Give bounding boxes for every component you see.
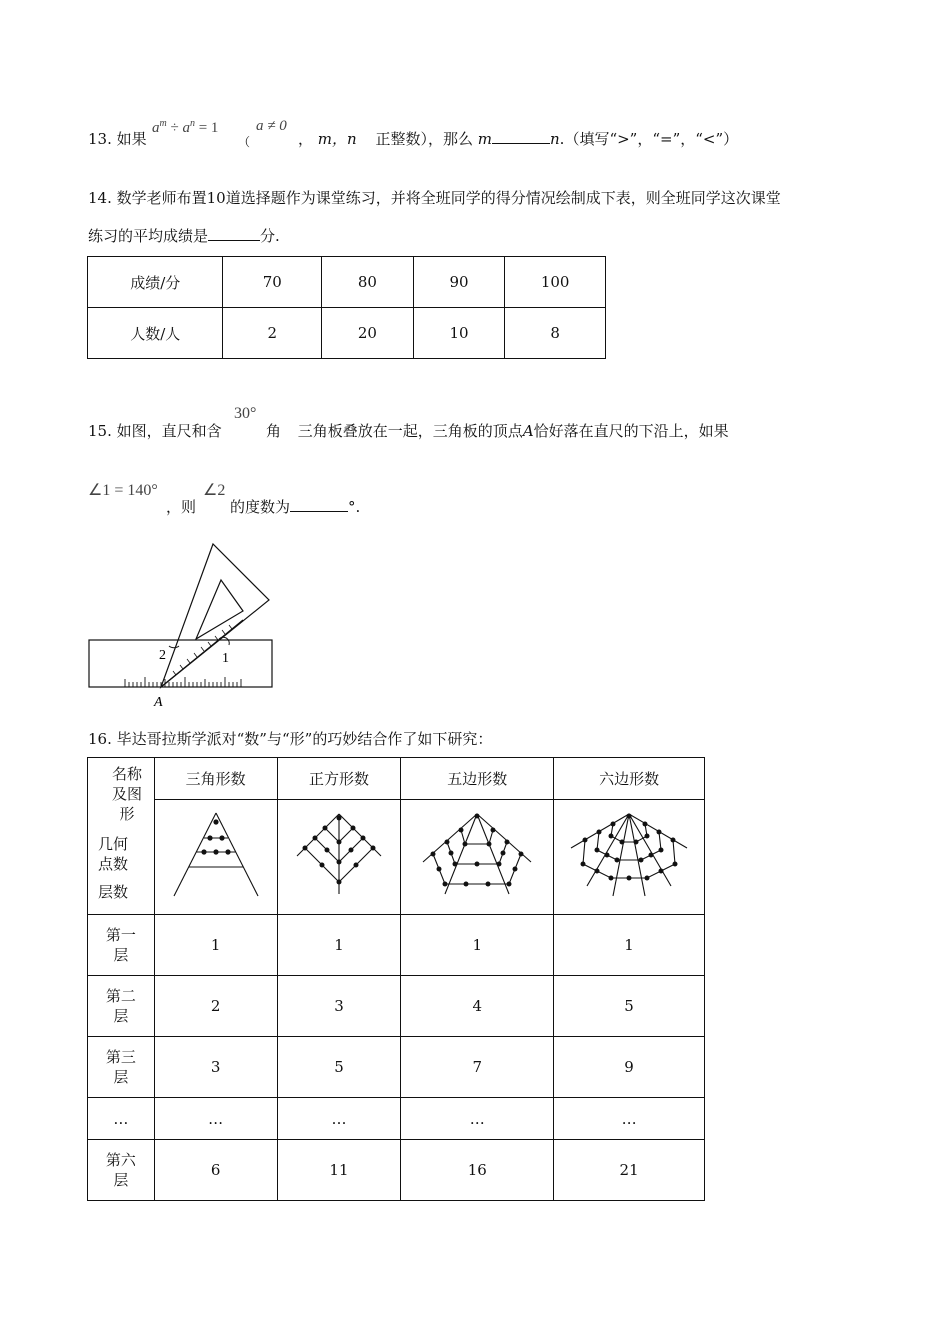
q16-figure-square: [277, 800, 401, 915]
q16-number: 16.: [88, 730, 112, 748]
table-row: [88, 308, 606, 359]
q16-cell: 3: [277, 976, 401, 1037]
q14-count-cell: 20: [322, 308, 414, 359]
q15-number: 15.: [88, 422, 112, 440]
table-row: [88, 976, 705, 1037]
q15-line2b: 的度数为 °.: [230, 498, 361, 516]
q14-score-cell: 80: [322, 257, 414, 308]
q14-line1: 14. 数学老师布置10道选择题作为课堂练习，并将全班同学的得分情况绘制成下表，则全班同学这次课堂: [88, 189, 781, 207]
ruler-ticks: [125, 677, 241, 687]
triangle-ticks: [173, 625, 232, 675]
q16-row-label: 第三 层: [88, 1037, 155, 1098]
label-2: 2: [159, 648, 166, 663]
ruler: [89, 640, 272, 687]
q16-cell: 16: [401, 1140, 554, 1201]
q15-angle2-expr: ∠2: [203, 482, 226, 499]
q15-answer-blank[interactable]: [290, 497, 348, 512]
q16-cell: 3: [154, 1037, 277, 1098]
label-1: 1: [222, 651, 229, 666]
q16-line: 16. 毕达哥拉斯学派对“数”与“形”的巧妙结合作了如下研究：: [88, 730, 493, 748]
q16-cell: 1: [154, 915, 277, 976]
q16-cell: 6: [154, 1140, 277, 1201]
q13-expression: $a^m \div a^n = 1$: [152, 118, 219, 136]
q14-answer-blank[interactable]: [208, 226, 260, 241]
q14-score-cell: 70: [223, 257, 322, 308]
q14-count-cell: 10: [413, 308, 505, 359]
q16-figure-pentagon: [401, 800, 554, 915]
pentagon-number-figure: [417, 808, 537, 903]
hexagon-number-figure: [567, 808, 691, 903]
q15-line1b: 角 三角板叠放在一起，三角板的顶点A恰好落在直尺的下沿上，如果: [266, 422, 729, 440]
q16-cell: 1: [554, 915, 705, 976]
q14-header-cell: 成绩/分: [88, 257, 223, 308]
q16-row-label: 第一 层: [88, 915, 155, 976]
q16-corner-top: 名称 及图 形: [112, 765, 143, 823]
q16-cell: 21: [554, 1140, 705, 1201]
q14-score-cell: 100: [505, 257, 606, 308]
q16-cell: 2: [154, 976, 277, 1037]
q13-lead: 如果: [116, 130, 147, 148]
q14-rowlabel-cell: 人数/人: [88, 308, 223, 359]
q16-table: [87, 757, 705, 1201]
q15-angle1-expr: ∠1 = 140°: [88, 482, 158, 499]
q16-row-label: 第六 层: [88, 1140, 155, 1201]
q16-row-label: …: [88, 1098, 155, 1140]
q16-row-label: 第二 层: [88, 976, 155, 1037]
q16-cell: 9: [554, 1037, 705, 1098]
q16-corner-bot: 层数: [98, 883, 129, 901]
q16-corner-cell: [88, 758, 155, 915]
q13-condition: a ≠ 0: [256, 118, 287, 134]
q14-number: 14.: [88, 189, 112, 207]
q16-col-header: 三角形数: [154, 758, 277, 800]
q16-cell: …: [154, 1098, 277, 1140]
table-row: [88, 257, 606, 308]
table-row: [88, 1098, 705, 1140]
table-row: [88, 1140, 705, 1201]
q15-angle30: 30°: [234, 405, 257, 422]
q16-figure-triangle: [154, 800, 277, 915]
q16-col-header: 六边形数: [554, 758, 705, 800]
q16-cell: 1: [277, 915, 401, 976]
q13-answer-blank[interactable]: [492, 129, 550, 144]
q13-paren: （: [238, 135, 251, 149]
q13-number: 13.: [88, 130, 112, 148]
q13-rest: ， m，n 正整数），那么 m n.（填写“>”，“=”，“<”）: [298, 130, 739, 148]
q13-line: [88, 128, 147, 154]
q16-cell: 4: [401, 976, 554, 1037]
q16-cell: …: [554, 1098, 705, 1140]
q14-line2: 练习的平均成绩是 分.: [88, 227, 280, 245]
q16-corner-mid: 几何 点数: [98, 835, 129, 873]
q15-line1: 15. 如图，直尺和含: [88, 422, 222, 440]
q16-figure-hexagon: [554, 800, 705, 915]
table-row: [88, 800, 705, 915]
q14-score-cell: 90: [413, 257, 505, 308]
q16-cell: …: [401, 1098, 554, 1140]
q15-line2: ，则: [166, 498, 197, 516]
q14-score-table: [87, 256, 606, 359]
table-row: [88, 758, 705, 800]
q14-count-cell: 2: [223, 308, 322, 359]
label-A: A: [154, 695, 163, 710]
q16-col-header: 五边形数: [401, 758, 554, 800]
q16-cell: 1: [401, 915, 554, 976]
q16-cell: 7: [401, 1037, 554, 1098]
angle-arc-2: [169, 646, 179, 648]
q15-figure: [80, 535, 290, 715]
triangle-number-figure: [166, 808, 266, 903]
q14-count-cell: 8: [505, 308, 606, 359]
triangle-board: [161, 544, 269, 687]
table-row: [88, 1037, 705, 1098]
table-row: [88, 915, 705, 976]
q16-col-header: 正方形数: [277, 758, 401, 800]
q16-cell: 5: [277, 1037, 401, 1098]
q16-cell: …: [277, 1098, 401, 1140]
q16-cell: 11: [277, 1140, 401, 1201]
square-number-figure: [289, 808, 389, 903]
q16-cell: 5: [554, 976, 705, 1037]
